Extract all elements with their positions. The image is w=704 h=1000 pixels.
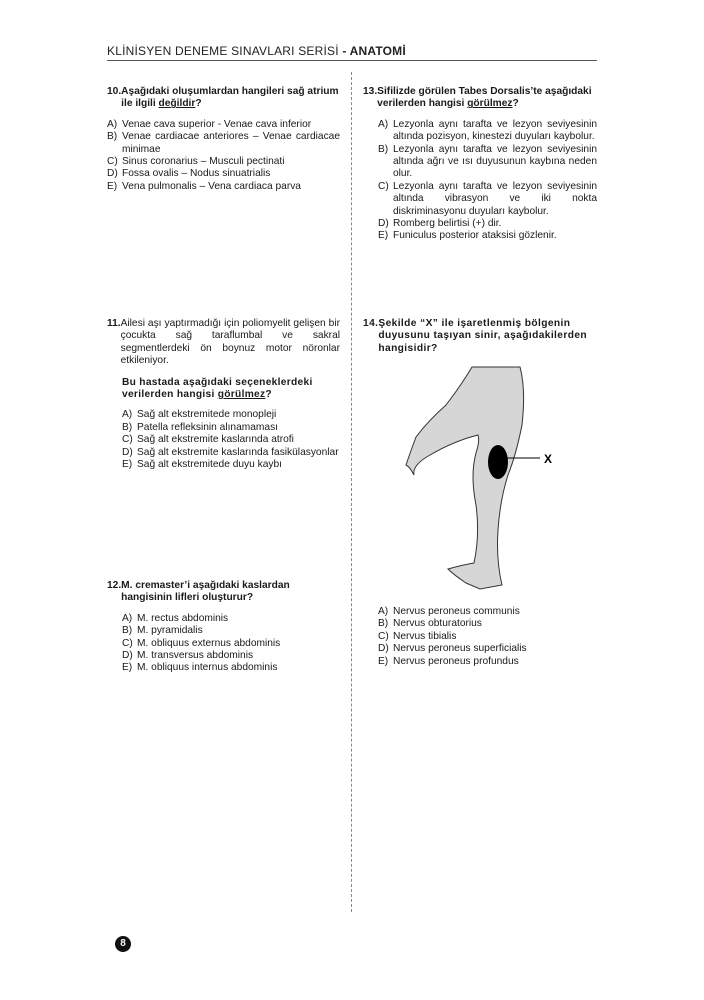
option-e[interactable]: E) Vena pulmonalis – Vena cardiaca parva	[107, 180, 301, 192]
region-x-marker	[488, 445, 508, 479]
option-b[interactable]: B) Lezyonla aynı tarafta ve lezyon seviyesinin altında ağrı ve ısı duyusunun kaybına neden olur.	[378, 143, 597, 180]
leg-outline	[406, 367, 524, 589]
option-c[interactable]: C) Sağ alt ekstremite kaslarında atrofi	[122, 434, 294, 446]
page-header	[107, 44, 597, 58]
column-divider	[351, 72, 352, 912]
option-c[interactable]: C) Nervus tibialis	[378, 630, 457, 642]
page-number: 8	[115, 936, 131, 952]
question-14-options	[378, 606, 597, 668]
option-e[interactable]: E) M. obliquus internus abdominis	[122, 662, 278, 674]
question-12-stem: 12. M. cremaster’i aşağıdaki kaslardan hangisinin lifleri oluşturur?	[107, 580, 290, 604]
option-c[interactable]: C) Sinus coronarius – Musculi pectinati	[107, 156, 285, 168]
question-12-options	[107, 613, 340, 675]
option-c[interactable]: C) Lezyonla aynı tarafta ve lezyon seviyesinin altında vibrasyon ve iki nokta diskriminasyonu duyuları kaybolur.	[378, 180, 597, 217]
option-b[interactable]: B) Patella refleksinin alınamaması	[122, 421, 278, 433]
option-d[interactable]: D) Fossa ovalis – Nodus sinuatrialis	[107, 168, 271, 180]
option-a[interactable]: A) Sağ alt ekstremitede monopleji	[122, 409, 277, 421]
region-x-label: X	[544, 452, 553, 466]
question-10	[107, 86, 340, 193]
subject-title: - ANATOMİ	[342, 44, 406, 58]
option-e[interactable]: E) Sağ alt ekstremitede duyu kaybı	[122, 459, 282, 471]
option-b[interactable]: B) Venae cardiacae anteriores – Venae cardiacae minimae	[107, 131, 340, 155]
series-title: KLİNİSYEN DENEME SINAVLARI SERİSİ	[107, 44, 339, 58]
option-b[interactable]: B) Nervus obturatorius	[378, 618, 482, 630]
question-10-stem: 10. Aşağıdaki oluşumlardan hangileri sağ atrium ile ilgili değildir?	[107, 86, 339, 110]
question-11-options	[107, 409, 340, 471]
option-e[interactable]: E) Funiculus posterior ataksisi gözlenir.	[378, 230, 557, 242]
option-a[interactable]: A) Venae cava superior - Venae cava inferior	[107, 118, 312, 130]
option-d[interactable]: D) M. transversus abdominis	[122, 650, 254, 662]
question-12	[107, 580, 340, 675]
leg-figure	[390, 365, 570, 595]
option-d[interactable]: D) Nervus peroneus superficialis	[378, 643, 527, 655]
option-c[interactable]: C) M. obliquus externus abdominis	[122, 637, 281, 649]
option-e[interactable]: E) Nervus peroneus profundus	[378, 655, 519, 667]
question-11-stem: 11. Ailesi aşı yaptırmadığı için poliomyelit gelişen bir çocukta sağ taraflumbal ve sakral segmentlerdeki ön boynuz motor nöronlar etkileniyor.	[107, 318, 340, 367]
question-14-stem: 14. Şekilde “X” ile işaretlenmiş bölgenin duyusunu taşıyan sinir, aşağıdakilerden hangisidir?	[363, 318, 588, 354]
question-11-prompt: Bu hastada aşağıdaki seçeneklerdeki verilerden hangisi görülmez?	[122, 376, 313, 401]
option-d[interactable]: D) Romberg belirtisi (+) dir.	[378, 218, 502, 230]
option-d[interactable]: D) Sağ alt ekstremite kaslarında fasikülasyonlar	[122, 446, 339, 458]
question-13-stem: 13. Sifilizde görülen Tabes Dorsalis’te aşağıdaki verilerden hangisi görülmez?	[363, 86, 592, 110]
question-13	[363, 86, 597, 243]
question-10-options	[107, 119, 340, 193]
option-a[interactable]: A) Lezyonla aynı tarafta ve lezyon seviyesinin altında pozisyon, kinestezi duyuları kaybolur.	[378, 118, 597, 143]
option-a[interactable]: A) Nervus peroneus communis	[378, 606, 520, 617]
option-a[interactable]: A) M. rectus abdominis	[122, 612, 229, 624]
question-14	[363, 318, 597, 355]
question-13-options	[363, 119, 597, 243]
header-rule	[107, 60, 597, 61]
question-11	[107, 318, 340, 471]
option-b[interactable]: B) M. pyramidalis	[122, 625, 203, 637]
